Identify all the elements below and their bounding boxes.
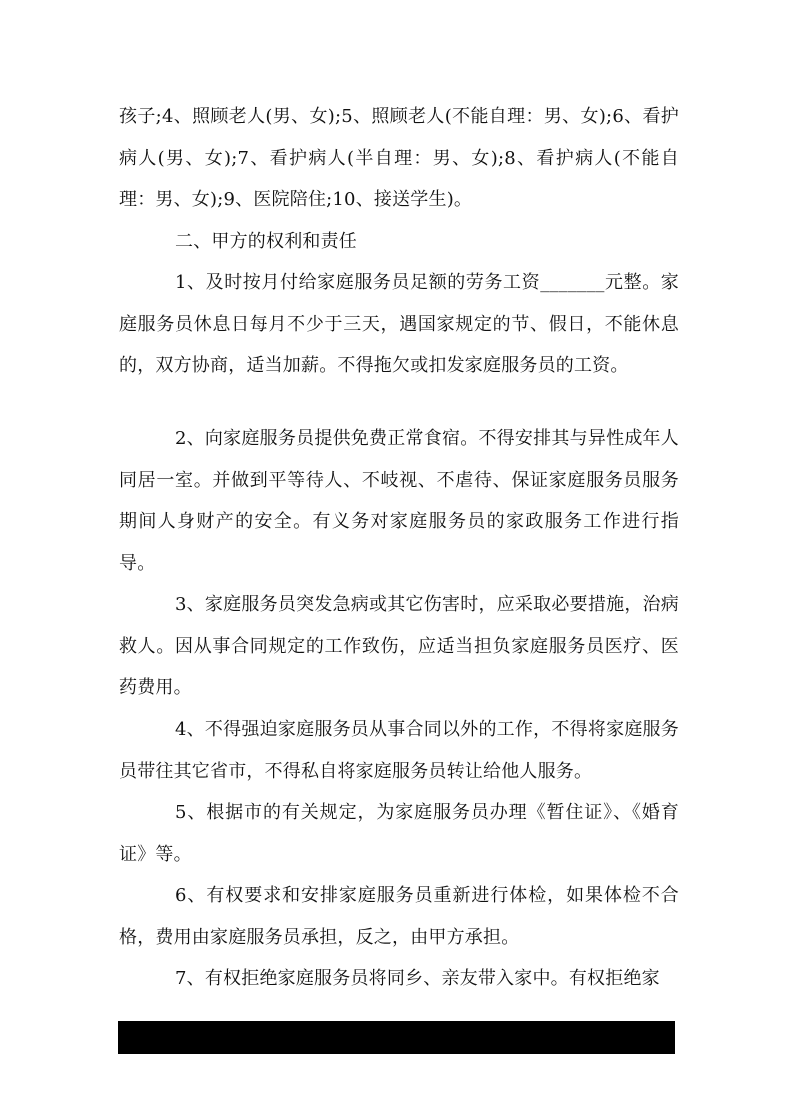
paragraph-clause-4: 4、不得强迫家庭服务员从事合同以外的工作，不得将家庭服务员带往其它省市，不得私自将家庭服务员转让给他人服务。 (119, 719, 679, 782)
section-heading-party-a-rights: 二、甲方的权利和责任 (175, 231, 357, 252)
paragraph-clause-7: 7、有权拒绝家庭服务员将同乡、亲友带入家中。有权拒绝家 (175, 968, 660, 989)
paragraph-clause-3: 3、家庭服务员突发急病或其它伤害时，应采取必要措施，治病救人。因从事合同规定的工作致伤，应适当担负家庭服务员医疗、医药费用。 (119, 594, 679, 698)
paragraph-clause-6: 6、有权要求和安排家庭服务员重新进行体检，如果体检不合格，费用由家庭服务员承担，反之，由甲方承担。 (119, 885, 679, 948)
paragraph-clause-5: 5、根据市的有关规定，为家庭服务员办理《暂住证》、《婚育证》等。 (119, 802, 679, 865)
paragraph-services-list: 孩子;4、照顾老人(男、女);5、照顾老人(不能自理：男、女);6、看护病人(男、女);7、看护病人(半自理：男、女);8、看护病人(不能自理：男、女);9、医院陪住;10、接送学生)。 (119, 106, 679, 210)
paragraph-clause-2: 2、向家庭服务员提供免费正常食宿。不得安排其与异性成年人同居一室。并做到平等待人、不岐视、不虐待、保证家庭服务员服务期间人身财产的安全。有义务对家庭服务员的家政服务工作进行指导。 (119, 428, 679, 574)
paragraph-clause-1: 1、及时按月付给家庭服务员足额的劳务工资_______元整。家庭服务员休息日每月不少于三天，遇国家规定的节、假日，不能休息的，双方协商，适当加薪。不得拖欠或扣发家庭服务员的工资。 (119, 272, 679, 376)
page-footer (118, 1021, 675, 1078)
page-number-label: 第 4 页 /总页数8 页 (329, 1062, 472, 1078)
